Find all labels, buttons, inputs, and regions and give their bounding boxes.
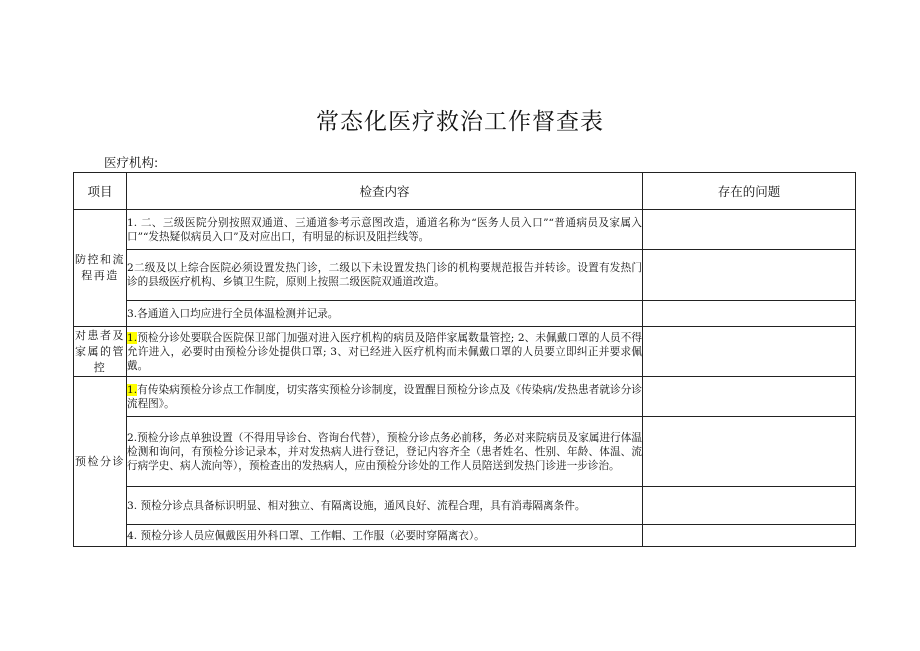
issue-cell[interactable] [643,377,856,417]
inspection-table [73,172,856,547]
issue-cell[interactable] [643,301,856,327]
table-row [74,377,856,417]
issue-cell[interactable] [643,525,856,547]
check-content-cell: 2.预检分诊点单独设置（不得用导诊台、咨询台代替），预检分诊点务必前移，务必对来院病员及家属进行体温检测和询问，有预检分诊记录本，并对发热病人进行登记，登记内容齐全（患者姓名、性别、年龄、体温、流行病学史、病人流向等），预检查出的发热病人，应由预检分诊处的工作人员陪送到发热门诊进一步诊治。 [127,417,643,487]
category-cell: 预检分诊 [74,377,127,547]
page-title: 常态化医疗救治工作督查表 [316,109,604,135]
item-number-highlight: 1. [127,383,138,396]
table-row [74,210,856,250]
header-content: 检查内容 [127,173,643,210]
table-row [74,250,856,301]
table-row [74,525,856,547]
header-issues: 存在的问题 [643,173,856,210]
check-content-cell [127,327,643,377]
check-content-cell: 1. 二、三级医院分别按照双通道、三通道参考示意图改造，通道名称为“医务人员入口”“普通病员及家属入口”“发热疑似病员入口”及对应出口，有明显的标识及阻拦线等。 [127,210,643,250]
check-content-cell: 2二级及以上综合医院必须设置发热门诊，二级以下未设置发热门诊的机构要规范报告并转诊。设置有发热门诊的县级医疗机构、乡镇卫生院，原则上按照二级医院双通道改造。 [127,250,643,301]
category-cell: 防控和流程再造 [74,210,127,327]
item-text: 有传染病预检分诊点工作制度，切实落实预检分诊制度，设置醒目预检分诊点及《传染病/发热患者就诊分诊流程图》。 [127,383,642,410]
item-number-highlight: 1. [127,331,138,344]
table-row [74,327,856,377]
check-content-cell: 3. 预检分诊点具备标识明显、相对独立、有隔离设施，通风良好、流程合理，具有消毒隔离条件。 [127,487,643,525]
issue-cell[interactable] [643,487,856,525]
issue-cell[interactable] [643,250,856,301]
medical-institution-label: 医疗机构: [104,155,159,170]
category-cell: 对患者及家属的管控 [74,327,127,377]
table-row [74,301,856,327]
item-text: 预检分诊处要联合医院保卫部门加强对进入医疗机构的病员及陪伴家属数量管控; 2、未佩戴口罩的人员不得允许进入，必要时由预检分诊处提供口罩; 3、对已经进入医疗机构而未佩戴口罩的人员要立即纠正并要求佩戴。 [127,331,642,372]
issue-cell[interactable] [643,327,856,377]
check-content-cell [127,377,643,417]
check-content-cell: 3.各通道入口均应进行全员体温检测并记录。 [127,301,643,327]
table-row [74,487,856,525]
header-item: 项目 [74,173,127,210]
header-row [74,173,856,210]
table-row [74,417,856,487]
issue-cell[interactable] [643,210,856,250]
issue-cell[interactable] [643,417,856,487]
check-content-cell: 4. 预检分诊人员应佩戴医用外科口罩、工作帽、工作服（必要时穿隔离衣）。 [127,525,643,547]
